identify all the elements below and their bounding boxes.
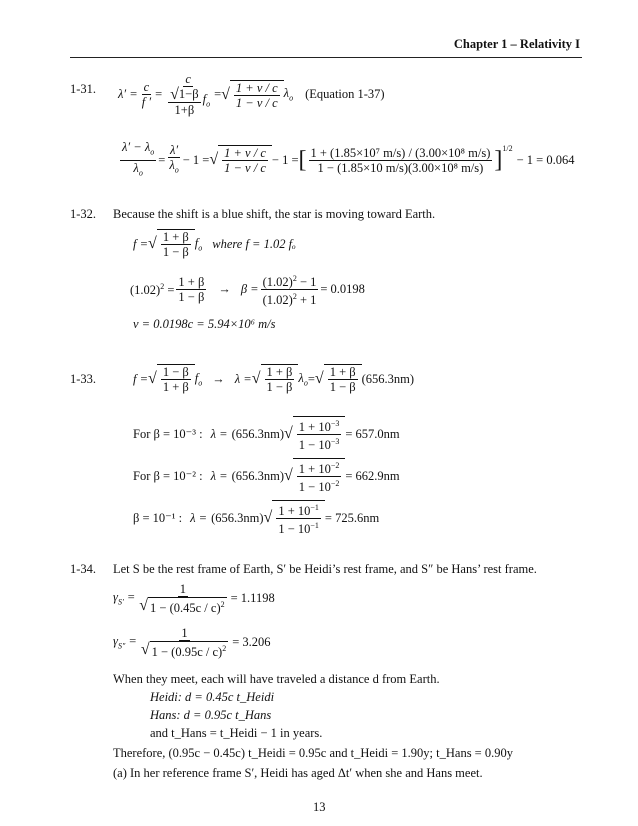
heidi-distance: Heidi: d = 0.45c t_Heidi [150,690,275,704]
problem-33-row-1: For β = 10⁻³ : λ = (656.3nm) √ $\frac{1 + 10^{-3}}{1 - 10^{-3}}$ = 657.0nm [133,416,400,452]
part-a: (a) In her reference frame S′, Heidi has aged Δt′ when she and Hans meet. [113,766,483,780]
problem-31-label: 1-31. [70,82,97,96]
beta-result: = 0.0198 [320,282,365,297]
hans-distance: Hans: d = 0.95c t_Hans [150,708,272,722]
eq2-result: − 1 = 0.064 [516,152,575,167]
problem-31-equation-1: λ′ = $\frac{c}{f '}$ = c $\frac{√1-\beta}{1+\beta}$ $f_o$ = √ $\frac{1 + v / c}{1 - v / c}$ $\lambda_o$ (Equation 1-37) [118,72,385,118]
problem-32-velocity: v = 0.0198c = 5.94×10⁶ m/s [133,317,276,331]
gamma-hans: $\gamma_{S''}$ = $\frac{1}{√ 1 - (0.95c / c)^2}$ = 3.206 [113,626,271,660]
where-clause: where f = 1.02 fₒ [212,236,296,251]
page-number: 13 [313,800,326,814]
problem-32-label: 1-32. [70,207,97,221]
header-rule [70,57,582,58]
equation-reference: (Equation 1-37) [305,87,385,102]
therefore-line: Therefore, (0.95c − 0.45c) t_Heidi = 0.95c and t_Heidi = 1.90y; t_Hans = 0.90y [113,746,513,760]
meet-sentence: When they meet, each will have traveled a distance d from Earth. [113,672,440,686]
problem-33-equation: f = √ $\frac{1 - \beta}{1 + \beta}$ $f_o$ → λ = √ $\frac{1 + \beta}{1 - \beta}$ $\lambda_o$ = √ $\frac{1 + \beta}{1 - \beta}$ (656.3nm) [133,365,415,394]
problem-31-equation-2: $\frac{\lambda' - \lambda_o}{\lambda_o}$ = $\frac{\lambda'}{\lambda_o}$ − 1 = √ $\frac{1 + v / c}{1 - v / c}$ − 1 = [ $\frac{\text{1 + (1.85×10⁷ m/s) / (3.00×10⁸ m/s)}}{\text{1 − (1.85×10 m/s)(3.00×10⁸ m/s)}}$ ] $^{1/2}$ − 1 = 0.064 [122,140,575,177]
chapter-header: Chapter 1 – Relativity I [453,37,580,51]
problem-32-equation-1: f = √ $\frac{1 + \beta}{1 - \beta}$ $f_o$ where f = 1.02 fₒ [133,230,296,259]
problem-32-text: Because the shift is a blue shift, the star is moving toward Earth. [113,207,436,221]
gamma-heidi: $\gamma_{S'}$ = $\frac{1}{√ 1 - (0.45c / c)^2}$ = 1.1198 [113,582,275,616]
problem-34-intro: Let S be the rest frame of Earth, S′ be Heidi’s rest frame, and S″ be Hans’ rest frame. [113,562,537,576]
time-relation: and t_Hans = t_Heidi − 1 in years. [150,726,323,740]
problem-34-label: 1-34. [70,562,97,576]
eq2-denominator: 1 − (1.85×10 m/s)(3.00×10⁸ m/s) [317,160,484,175]
eq2-numerator: 1 + (1.85×10⁷ m/s) / (3.00×10⁸ m/s) [310,145,491,160]
problem-33-label: 1-33. [70,372,97,386]
problem-32-equation-2: $(1.02)^2$ = $\frac{1 + \beta}{1 - \beta}$ → β = $\frac{(1.02)^2 - 1}{(1.02)^2 + 1}$ = 0.0198 [130,274,365,308]
problem-33-row-3: β = 10⁻¹ : λ = (656.3nm) √ $\frac{1 + 10^{-1}}{1 - 10^{-1}}$ = 725.6nm [133,500,379,536]
problem-33-row-2: For β = 10⁻² : λ = (656.3nm) √ $\frac{1 + 10^{-2}}{1 - 10^{-2}}$ = 662.9nm [133,458,400,494]
